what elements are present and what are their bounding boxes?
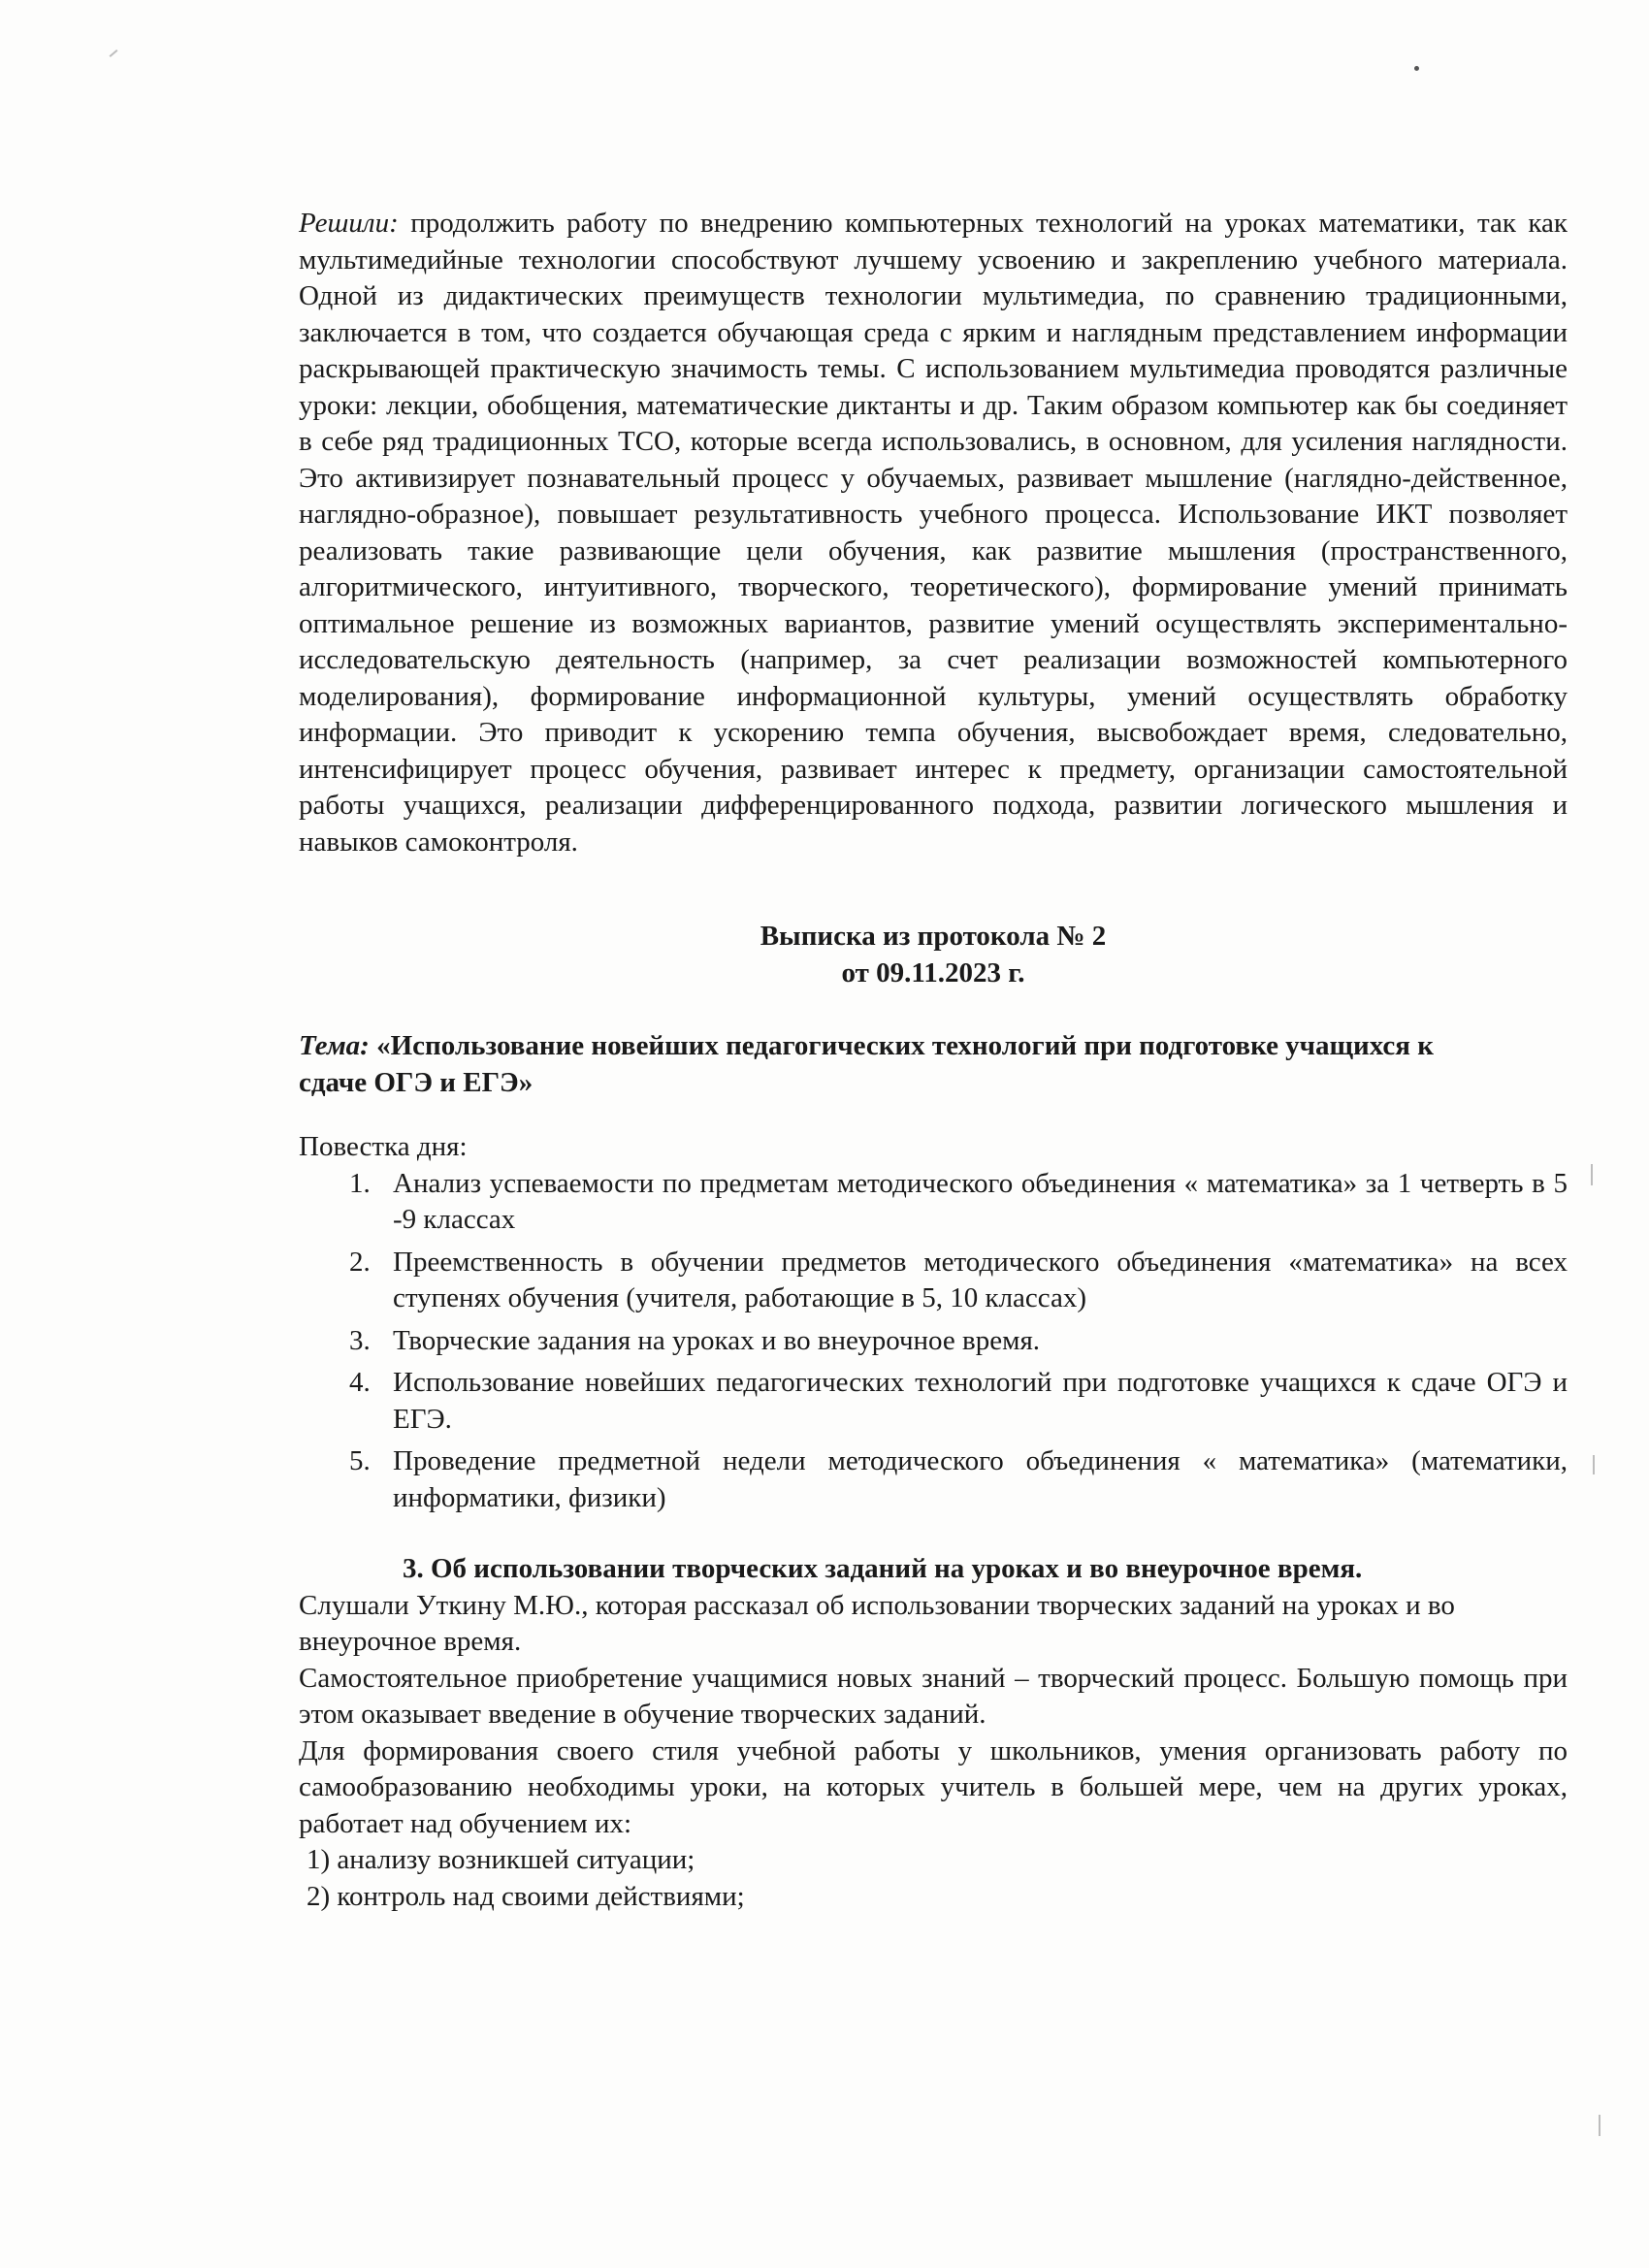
agenda-title: Повестка дня: bbox=[299, 1131, 468, 1162]
agenda-item bbox=[299, 1245, 1568, 1317]
agenda-item-number: 5. bbox=[349, 1445, 371, 1476]
list-item: 2) контроль над своими действиями; bbox=[307, 1880, 745, 1912]
agenda-list bbox=[299, 1166, 1568, 1517]
scan-speck bbox=[1593, 1455, 1595, 1474]
resolved-label: Решили: bbox=[299, 208, 399, 239]
scan-speck bbox=[110, 49, 118, 57]
agenda-item-text: Использование новейших педагогических технологий при подготовке учащихся к сдаче ОГЭ и ЕГЭ. bbox=[393, 1367, 1568, 1435]
scan-speck bbox=[1414, 66, 1419, 71]
document-body bbox=[299, 206, 1568, 1915]
extract-date: от 09.11.2023 г. bbox=[841, 956, 1025, 988]
agenda-item bbox=[299, 1323, 1568, 1360]
resolved-paragraph bbox=[299, 206, 1568, 860]
agenda-item-text: Проведение предметной недели методического объединения « математика» (математики, информатики, физики) bbox=[393, 1445, 1568, 1513]
extract-header bbox=[299, 919, 1568, 991]
agenda-item-text: Преемственность в обучении предметов методического объединения «математика» на всех ступенях обучения (учителя, работающие в 5, 10 классах) bbox=[393, 1246, 1568, 1313]
agenda-item-number: 3. bbox=[349, 1324, 371, 1356]
scan-speck bbox=[1591, 1164, 1593, 1185]
heard-paragraph: Слушали Уткину М.Ю., которая рассказал об использовании творческих заданий на уроках и во внеурочное время. bbox=[299, 1589, 1455, 1657]
resolved-text: продолжить работу по внедрению компьютерных технологий на уроках математики, так как мультимедийные технологии способствуют лучшему усвоению и закреплению учебного материала. Одной из дидактических преимуществ технологии мультимедиа, по сравнению традиционными, заключается в том, что создается обучающая среда с ярким и наглядным представлением информации раскрывающей практическую значимость темы. С использованием мультимедиа проводятся различные уроки: лекции, обобщения, математические диктанты и др. Таким образом компьютер как бы соединяет в себе ряд традиционных ТСО, которые всегда использовались, в основном, для усиления наглядности. Это активизирует познавательный процесс у обучаемых, развивает мышление (наглядно-действенное, наглядно-образное), повышает результативность учебного процесса. Использование ИКТ позволяет реализовать такие развивающие цели обучения, как развитие мышления (пространственного, алгоритмического, интуитивного, творческого, теоретического), формирование умений принимать оптимальное решение из возможных вариантов, развитие умений осуществлять экспериментально-исследовательскую деятельность (например, за счет реализации возможностей компьютерного моделирования), формирование информационной культуры, умений осуществлять обработку информации. Это приводит к ускорению темпа обучения, высвобождает время, следовательно, интенсифицирует процесс обучения, развивает интерес к предмету, организации самостоятельной работы учащихся, реализации дифференцированного подхода, развитии логического мышления и навыков самоконтроля. bbox=[299, 208, 1568, 858]
section-3-number: 3. bbox=[403, 1553, 424, 1584]
agenda-item-text: Анализ успеваемости по предметам методического объединения « математика» за 1 четверть в 5 -9 классах bbox=[393, 1167, 1568, 1235]
topic-text: «Использование новейших педагогических технологий при подготовке учащихся к сдаче ОГЭ и ЕГЭ» bbox=[299, 1030, 1434, 1098]
agenda-item-number: 1. bbox=[349, 1167, 371, 1199]
agenda-item bbox=[299, 1365, 1568, 1438]
extract-title: Выписка из протокола № 2 bbox=[760, 921, 1107, 952]
topic-label: Тема: bbox=[299, 1030, 370, 1061]
agenda-item bbox=[299, 1443, 1568, 1516]
agenda-item-text: Творческие задания на уроках и во внеурочное время. bbox=[393, 1324, 1041, 1356]
body-paragraph: Самостоятельное приобретение учащимися новых знаний – творческий процесс. Большую помощь при этом оказывает введение в обучение творческих заданий. bbox=[299, 1662, 1568, 1730]
body-paragraph: Для формирования своего стиля учебной работы у школьников, умения организовать работу по самообразованию необходимы уроки, на которых учитель в большей мере, чем на других уроках, работает над обучением их: bbox=[299, 1734, 1568, 1839]
agenda-item-number: 2. bbox=[349, 1246, 371, 1278]
agenda-item-number: 4. bbox=[349, 1367, 371, 1398]
section-3-title: Об использовании творческих заданий на уроках и во внеурочное время. bbox=[431, 1553, 1363, 1584]
section-3-heading bbox=[299, 1551, 1568, 1588]
topic bbox=[299, 1028, 1463, 1101]
scan-speck bbox=[1599, 2115, 1600, 2136]
list-item: 1) анализу возникшей ситуации; bbox=[307, 1844, 695, 1875]
agenda-item bbox=[299, 1166, 1568, 1239]
